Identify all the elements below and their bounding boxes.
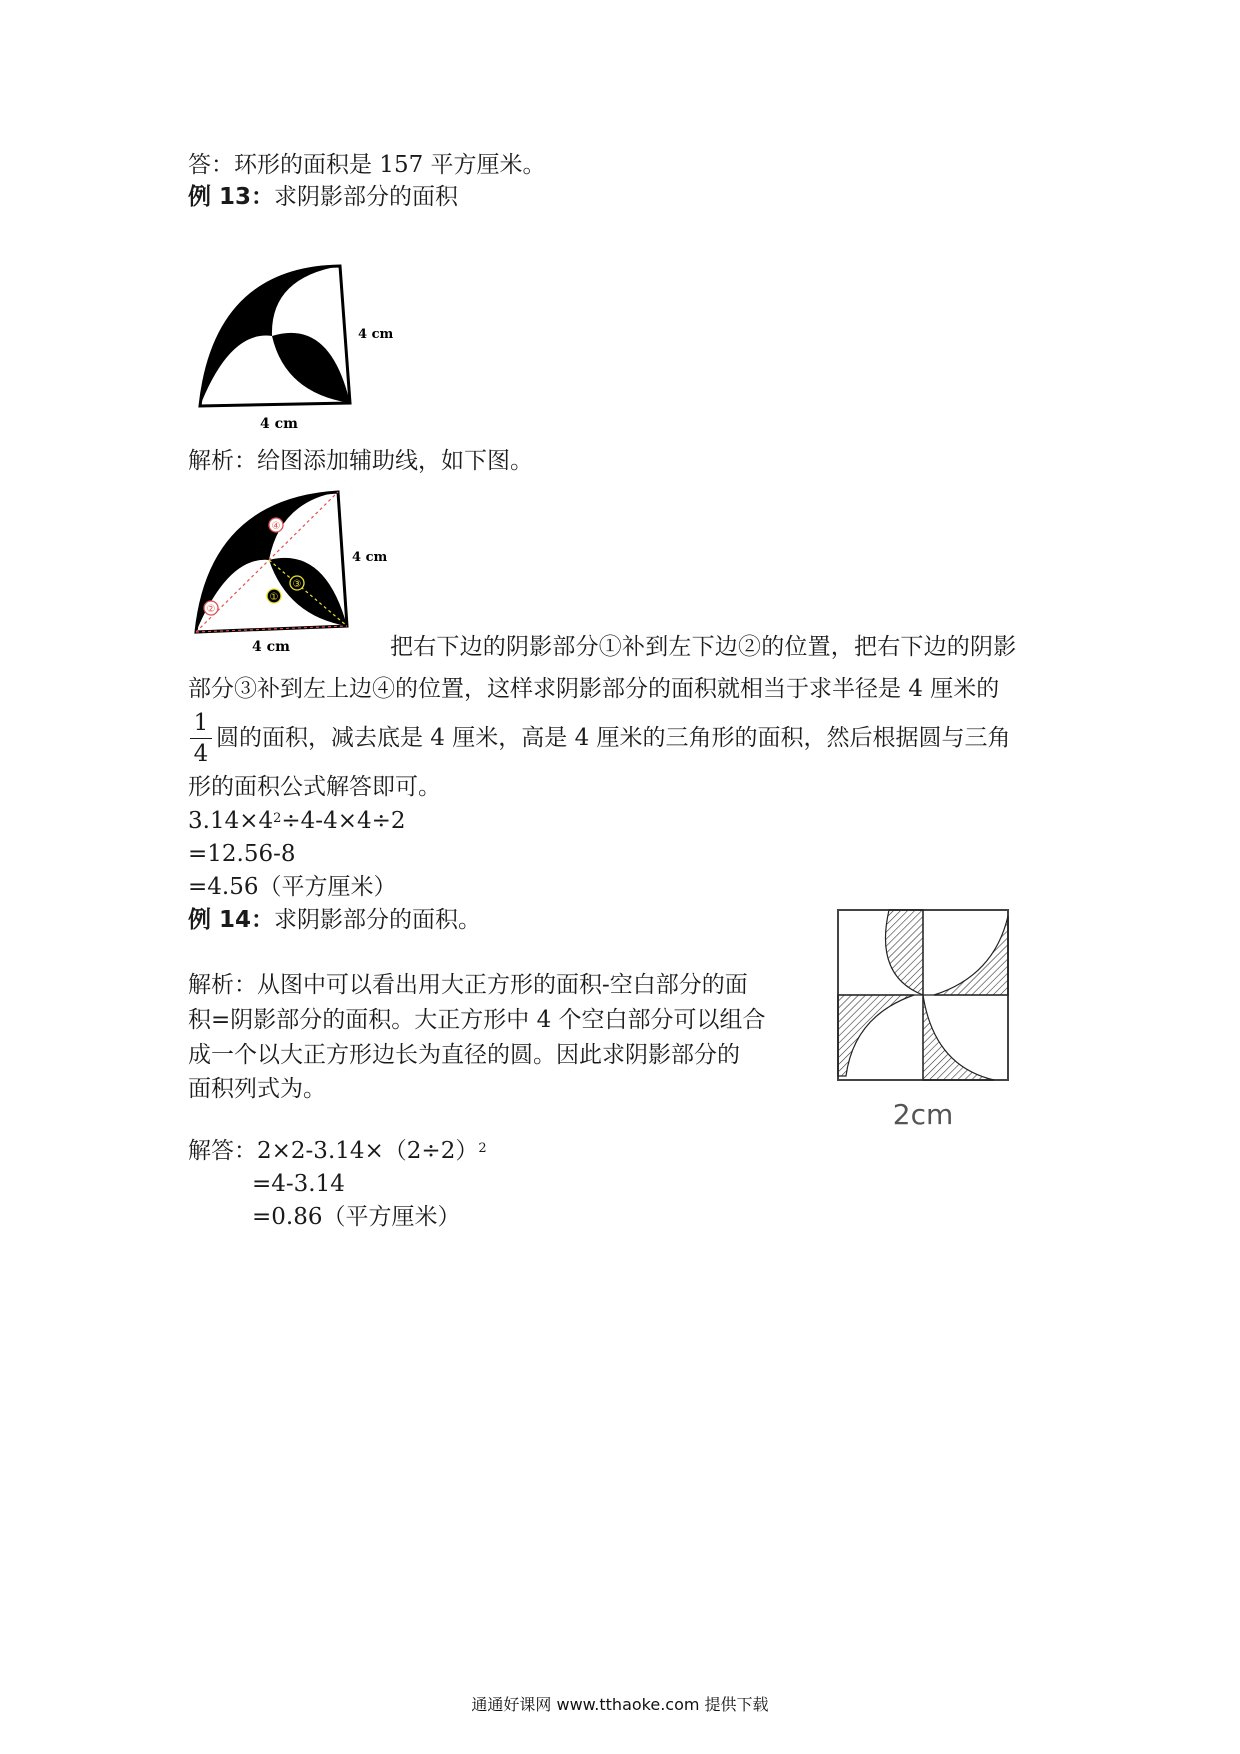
ex14-answer-line-3: =0.86（平方厘米） (252, 1204, 461, 1230)
figure-13-auxiliary (190, 488, 400, 654)
example-13-heading (188, 182, 458, 212)
fig13-bottom-label: 4 cm (260, 416, 298, 430)
calc-line-2: =12.56-8 (188, 841, 296, 867)
fig14-label: 2cm (892, 1098, 954, 1131)
mark-2: ② (206, 604, 216, 615)
fraction-numerator: 1 (193, 710, 209, 736)
example-13-analysis-intro: 解析：给图添加辅助线，如下图。 (188, 448, 533, 474)
fig13b-bottom-label: 4 cm (252, 639, 290, 654)
figure-13-quarter-circle (190, 258, 410, 430)
figure-14-square (834, 906, 1014, 1138)
example-14-heading (188, 905, 481, 935)
ex14-analysis-line-3: 成一个以大正方形边长为直径的圆。因此求阴影部分的 (188, 1042, 740, 1068)
ex14-analysis-line-4: 面积列式为。 (188, 1076, 326, 1102)
page-footer: 通通好课网 www.tthaoke.com 提供下载 (471, 1695, 769, 1714)
ex14-answer-line-1: 解答：$2\times 2-3.14\times(2\div 2)^2$ (188, 1138, 487, 1164)
mark-1: ① (269, 592, 279, 603)
fig13b-side-label: 4 cm (352, 550, 388, 565)
fraction-one-quarter (188, 709, 214, 768)
ex14-analysis-line-2: 积=阴影部分的面积。大正方形中 4 个空白部分可以组合 (188, 1007, 766, 1033)
calc-line-1: $3.14\times 4^2\div 4-4\times 4\div 2$ (188, 808, 406, 834)
explanation-line-4: 形的面积公式解答即可。 (188, 774, 441, 800)
explanation-line-1: 把右下边的阴影部分①补到左下边②的位置，把右下边的阴影 (390, 634, 1017, 660)
answer-previous: 答：环形的面积是 157 平方厘米。 (188, 152, 546, 178)
example-13-label: 例 13： (188, 184, 275, 210)
example-14-question: 求阴影部分的面积。 (274, 907, 482, 933)
calc-line-3: =4.56（平方厘米） (188, 874, 397, 900)
example-14-label: 例 14： (188, 907, 275, 933)
fraction-denominator: 4 (193, 741, 209, 767)
mark-4: ④ (271, 521, 281, 532)
ex14-analysis-line-1: 解析：从图中可以看出用大正方形的面积-空白部分的面 (188, 972, 748, 998)
mark-3: ③ (292, 579, 302, 590)
fig13-side-label: 4 cm (358, 327, 394, 342)
ex14-answer-line-2: =4-3.14 (252, 1171, 345, 1197)
example-13-question: 求阴影部分的面积 (274, 184, 459, 210)
explanation-line-3: 圆的面积，减去底是 4 厘米，高是 4 厘米的三角形的面积，然后根据圆与三角 (216, 725, 1011, 751)
explanation-line-2: 部分③补到左上边④的位置，这样求阴影部分的面积就相当于求半径是 4 厘米的 (188, 676, 1000, 702)
